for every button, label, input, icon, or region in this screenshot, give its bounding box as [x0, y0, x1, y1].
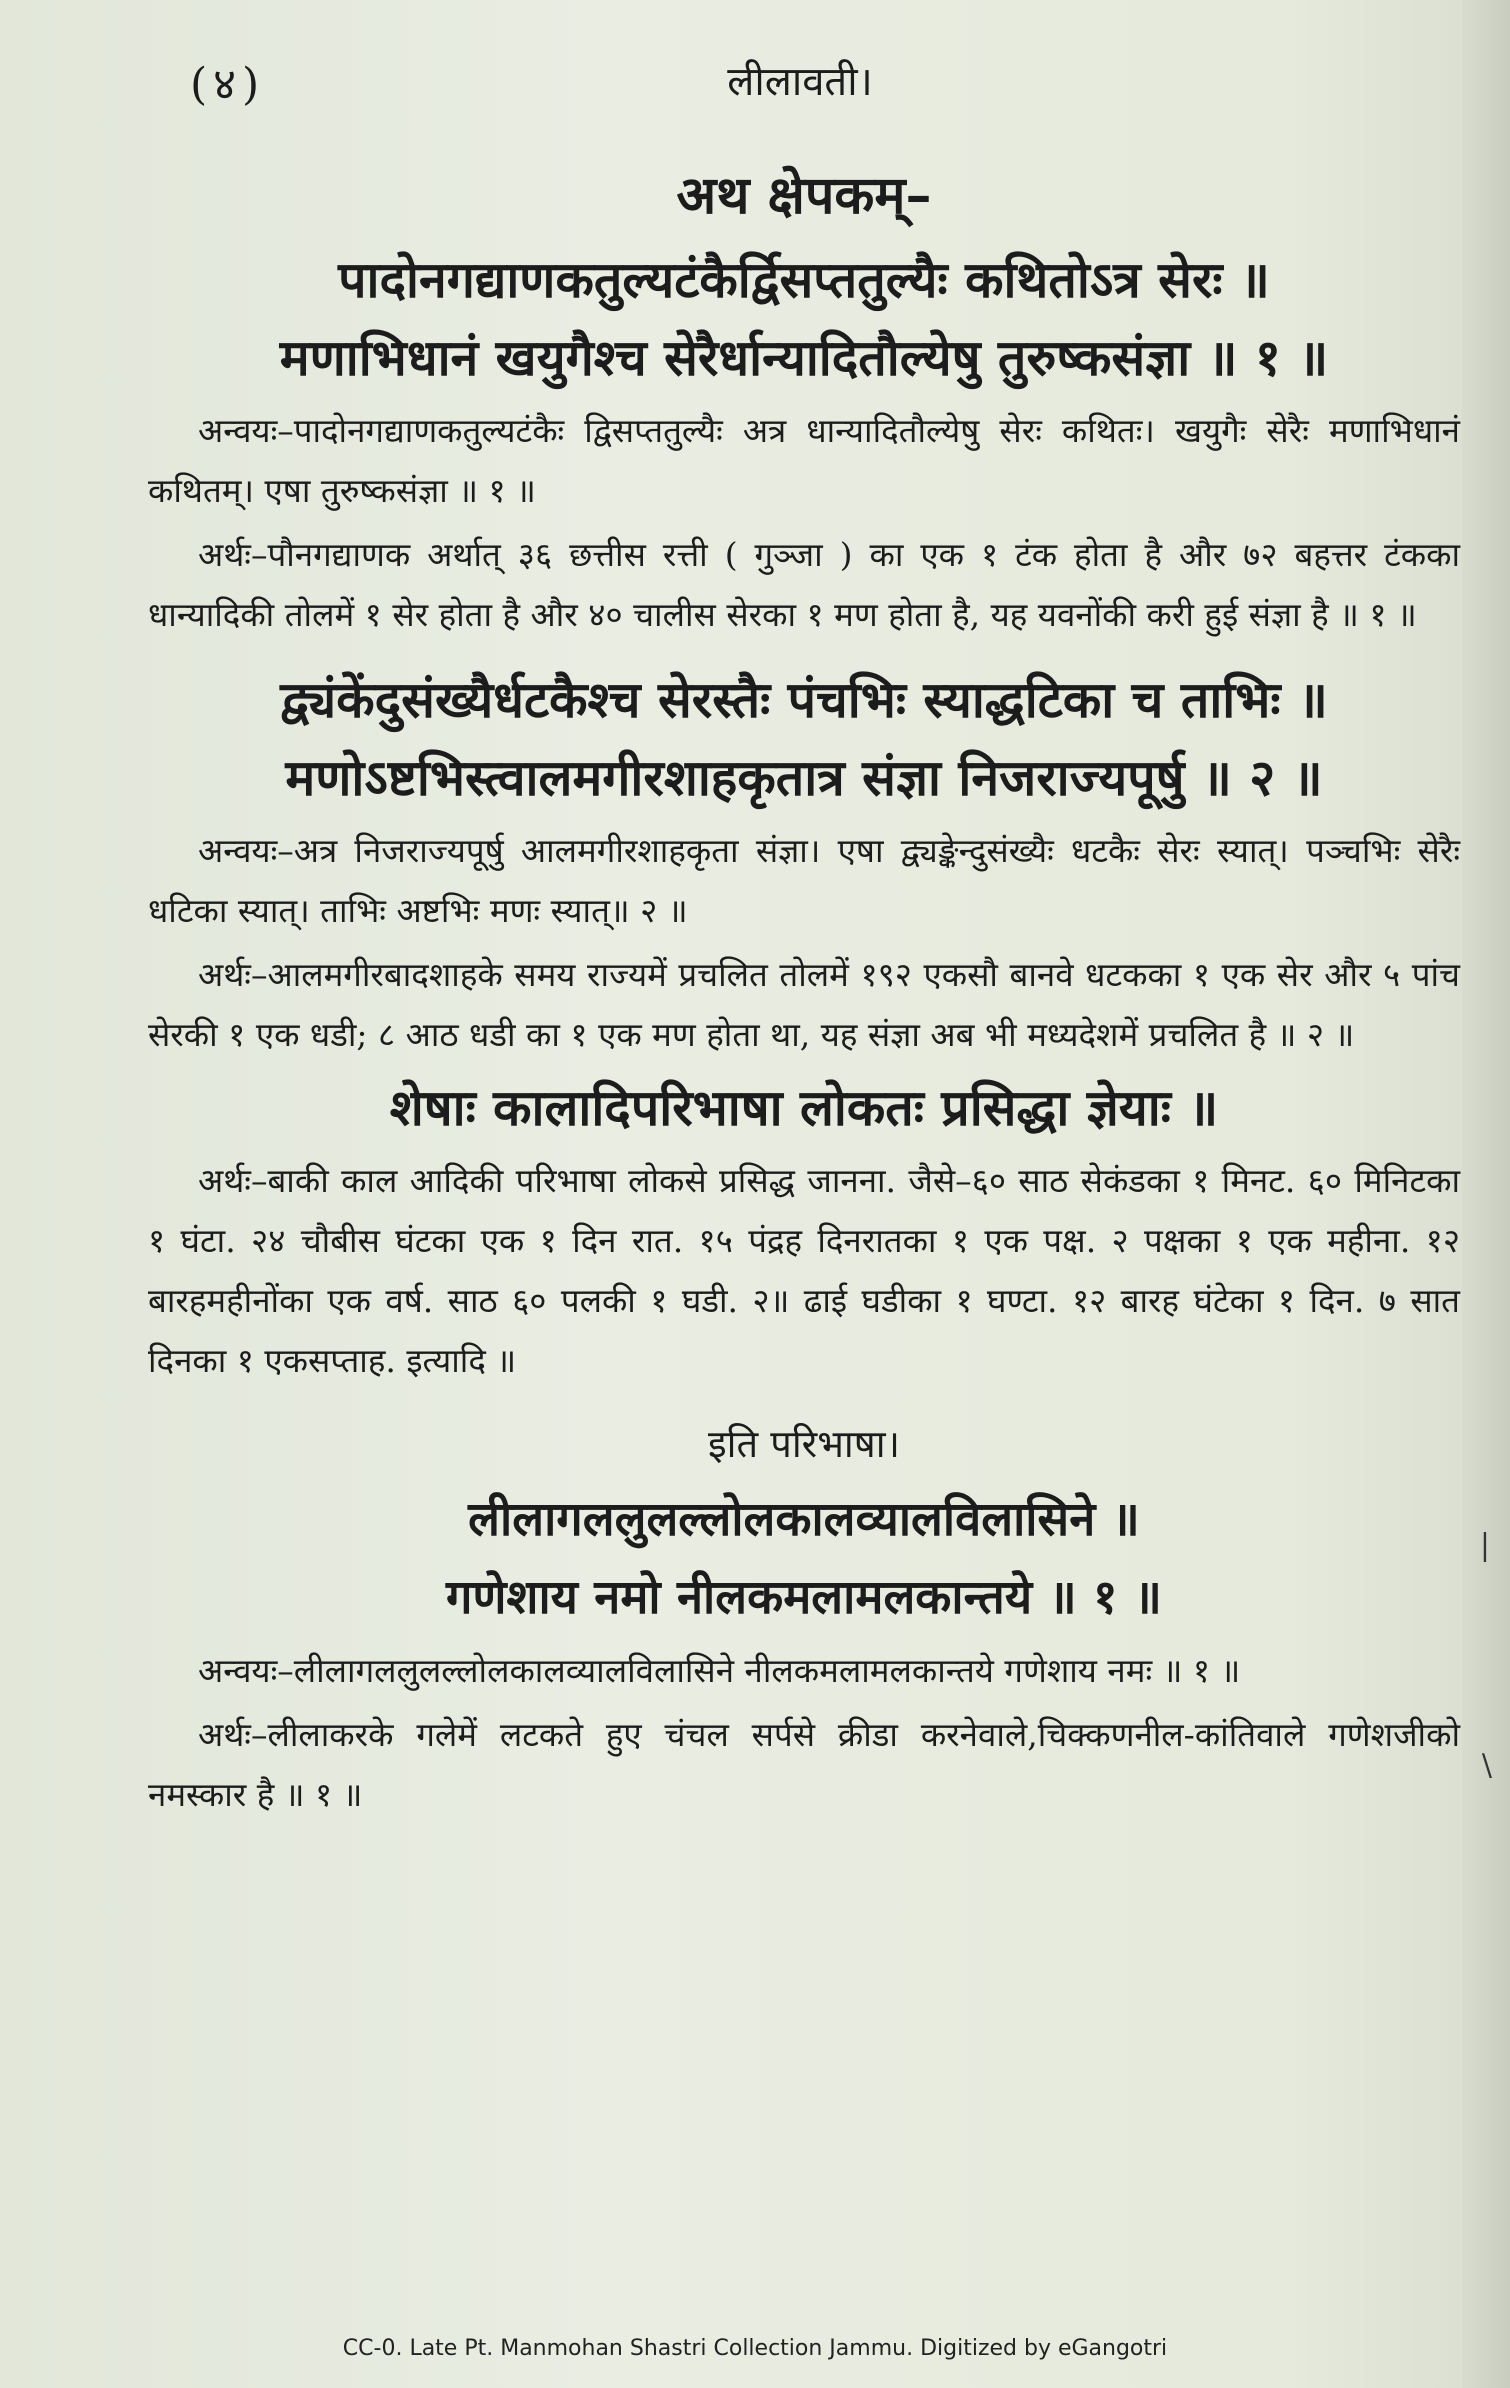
- digitization-footer: CC-0. Late Pt. Manmohan Shastri Collection Jammu. Digitized by eGangotri: [342, 2336, 1168, 2361]
- edge-mark: |: [1479, 1528, 1490, 1563]
- page-header: [180, 42, 1420, 112]
- section-title: अथ क्षेपकम्–: [676, 165, 932, 226]
- running-title: लीलावती।: [727, 59, 873, 105]
- artha-paragraph: अर्थः–बाकी काल आदिकी परिभाषा लोकसे प्रसिद्ध जानना. जैसे–६० साठ सेकंडका १ मिनट. ६० मिनिटका १ घंटा. २४ चौबीस घंटका एक १ दिन रात. १५ पंद्रह दिनरातका १ एक पक्ष. २ पक्षका १ एक महीना. १२ बारहमहीनोंका एक वर्ष. साठ ६० पलकी १ घडी. २॥ ढाई घडीका १ घण्टा. १२ बारह घंटेका १ दिन. ७ सात दिनका १ एकसप्ताह. इत्यादि ॥: [148, 1161, 1460, 1380]
- artha-paragraph: अर्थः–आलमगीरबादशाहके समय राज्यमें प्रचलित तोलमें १९२ एकसौ बानवे धटकका १ एक सेर और ५ पांच सेरकी १ एक धडी; ८ आठ धडी का १ एक मण होता था, यह संज्ञा अब भी मध्यदेशमें प्रचलित है ॥ २ ॥: [148, 955, 1461, 1054]
- anvaya-paragraph: अन्वयः–लीलागललुलल्लोलकालव्यालविलासिने नीलकमलामलकान्तये गणेशाय नमः ॥ १ ॥: [198, 1651, 1241, 1690]
- verse-line: लीलागललुलल्लोलकालव्यालविलासिने ॥: [468, 1492, 1140, 1547]
- verse-line: मणोऽष्टभिस्त्वालमगीरशाहकृतात्र संज्ञा निजराज्यपूर्षु ॥ २ ॥: [285, 748, 1323, 807]
- artha-paragraph: अर्थः–पौनगद्याणक अर्थात् ३६ छत्तीस रत्ती ( गुञ्जा ) का एक १ टंक होता है और ७२ बहत्तर टंकका धान्यादिकी तोलमें १ सेर होता है और ४० चालीस सेरका १ मण होता है, यह यवनोंकी करी हुई संज्ञा है ॥ १ ॥: [148, 535, 1460, 634]
- anvaya-paragraph: अन्वयः–पादोनगद्याणकतुल्यटंकैः द्विसप्ततुल्यैः अत्र धान्यादितौल्येषु सेरः कथितः। खयुगैः सेरैः मणाभिधानं कथितम्। एषा तुरुष्कसंज्ञा ॥ १ ॥: [148, 411, 1460, 510]
- edge-mark: \: [1481, 1748, 1492, 1783]
- verse-line: द्व्यंकेंदुसंख्यैर्धटकैश्च सेरस्तैः पंचभिः स्याद्धटिका च ताभिः ॥: [280, 670, 1328, 729]
- verse-line: शेषाः कालादिपरिभाषा लोकतः प्रसिद्धा ज्ञेयाः ॥: [389, 1078, 1219, 1137]
- section-end-marker: इति परिभाषा।: [708, 1422, 900, 1466]
- anvaya-paragraph: अन्वयः–अत्र निजराज्यपूर्षु आलमगीरशाहकृता संज्ञा। एषा द्व्यङ्केन्दुसंख्यैः धटकैः सेरः स्यात्। पञ्चभिः सेरैः धटिका स्यात्। ताभिः अष्टभिः मणः स्यात्॥ २ ॥: [148, 831, 1460, 930]
- artha-paragraph: अर्थः–लीलाकरके गलेमें लटकते हुए चंचल सर्पसे क्रीडा करनेवाले,चिक्कणनील-कांतिवाले गणेशजीको नमस्कार है ॥ १ ॥: [148, 1715, 1460, 1814]
- page-content: [148, 150, 1460, 1829]
- page-number: (४): [190, 59, 266, 110]
- verse-line: मणाभिधानं खयुगैश्च सेरैर्धान्यादितौल्येषु तुरुष्कसंज्ञा ॥ १ ॥: [279, 328, 1329, 387]
- verse-line: पादोनगद्याणकतुल्यटंकैर्द्विसप्ततुल्यैः कथितोऽत्र सेरः ॥: [338, 250, 1270, 309]
- verse-line: गणेशाय नमो नीलकमलामलकान्तये ॥ १ ॥: [446, 1570, 1162, 1625]
- page-spine-shadow: [1462, 0, 1510, 2388]
